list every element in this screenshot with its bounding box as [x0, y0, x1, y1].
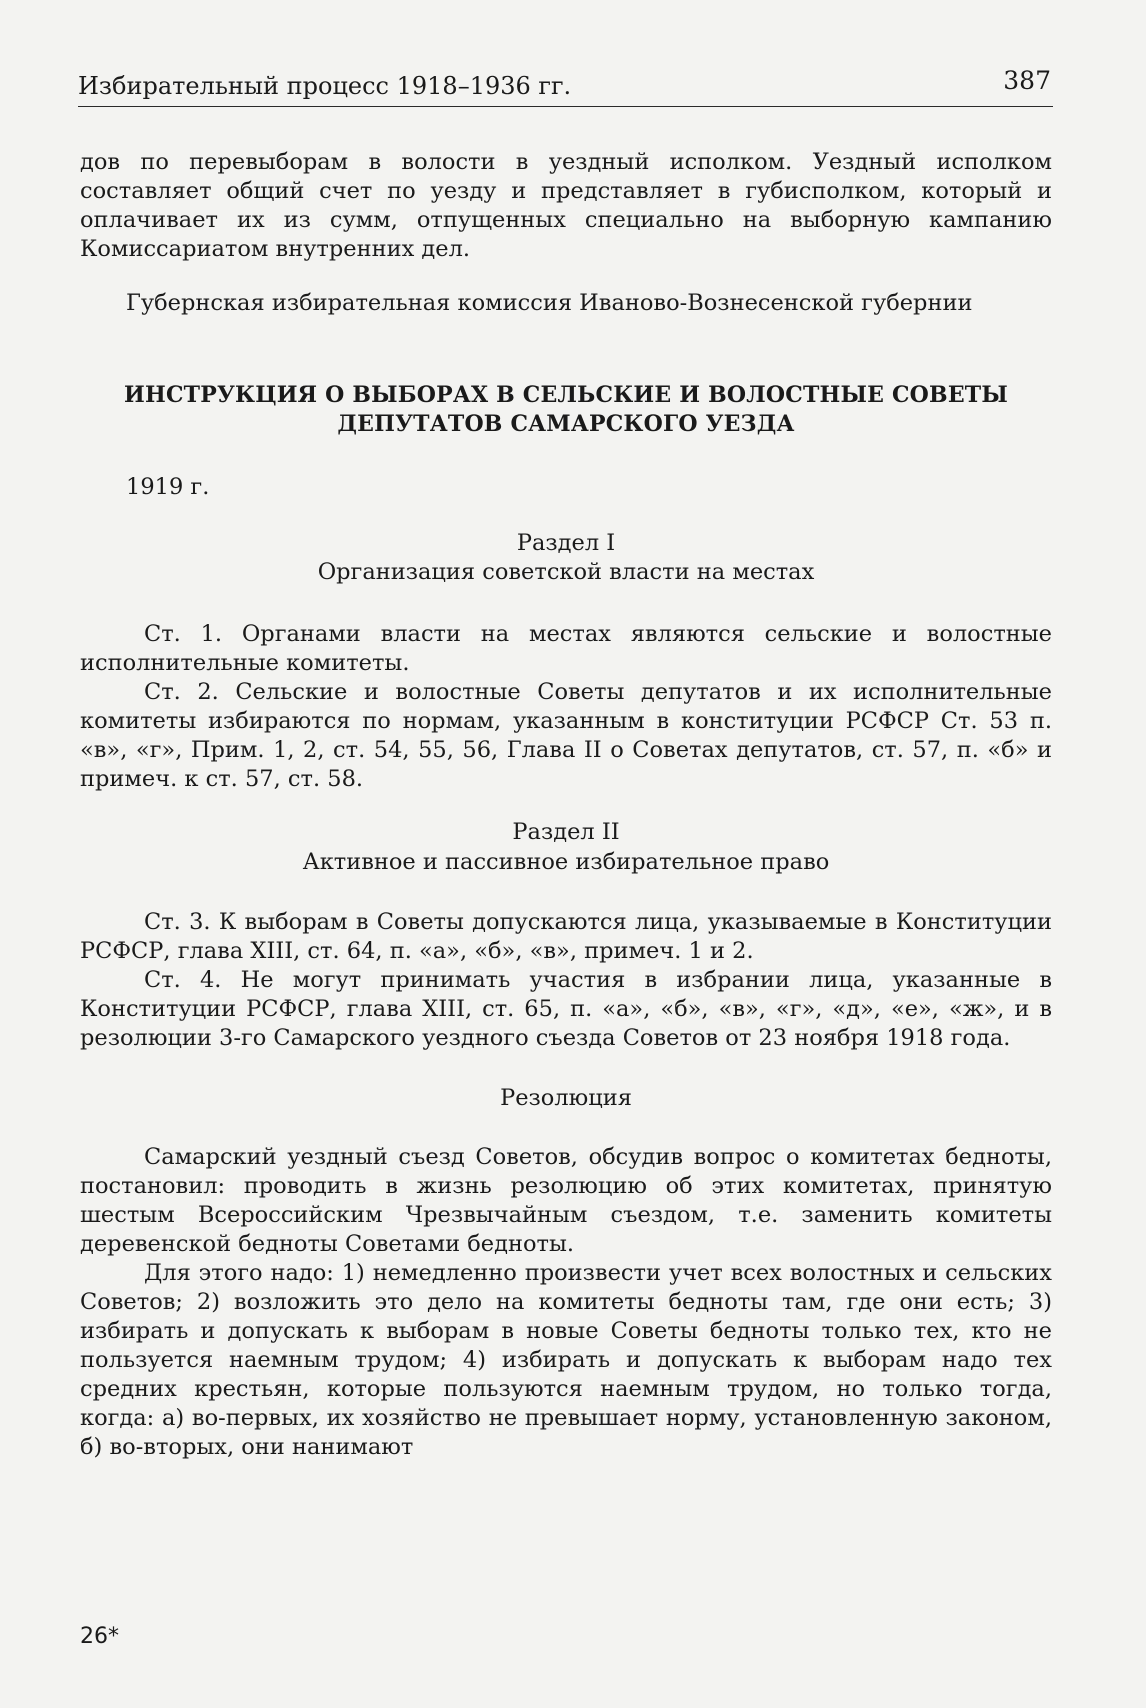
section2-title: Активное и пассивное избирательное право: [302, 849, 830, 875]
resolution-title: Резолюция: [500, 1085, 632, 1111]
resolution-paragraph-2: Для этого надо: 1) немедленно произвести учет всех волостных и сельских Советов; 2) возложить это дело на комитеты бедноты там, где они есть; 3) избирать и допускать к выборам в новые Советы бедноты только тех, кто не пользуется наемным трудом; 4) избирать и допускать к выборам надо тех средних крестьян, которые пользуются наемным трудом, но только тогда, когда: а) во-первых, их хозяйство не превышает норму, установленную законом, б) во-вторых, они нанимают: [80, 1260, 1052, 1460]
section1-label: Раздел I: [516, 530, 616, 556]
section1-title: Организация советской власти на местах: [317, 559, 815, 585]
section2-label: Раздел II: [512, 819, 620, 845]
article-2: Ст. 2. Сельские и волостные Советы депутатов и их исполнительные комитеты избираются по нормам, указанным в конституции РСФСР Ст. 53 п. «в», «г», Прим. 1, 2, ст. 54, 55, 56, Глава II о Советах депутатов, ст. 57, п. «б» и примеч. к ст. 57, ст. 58.: [80, 679, 1052, 792]
resolution-paragraph-1: Самарский уездный съезд Советов, обсудив вопрос о комитетах бедноты, постановил: проводить в жизнь резолюцию об этих комитетах, принятую шестым Всероссийским Чрезвычайным съездом, т.е. заменить комитеты деревенской бедноты Советами бедноты.: [80, 1144, 1052, 1257]
page-number: 387: [1003, 66, 1051, 95]
running-header: [78, 66, 1053, 107]
article-1: Ст. 1. Органами власти на местах являются сельские и волостные исполнительные комитеты.: [80, 621, 1052, 676]
intro-paragraph: дов по перевыборам в волости в уездный исполком. Уездный исполком составляет общий счет по уезду и представляет в губисполком, который и оплачивает их из сумм, отпущенных специально на выборную кампанию Комиссариатом внутренних дел.: [80, 149, 1052, 262]
header-title: Избирательный процесс 1918–1936 гг.: [78, 72, 572, 100]
article-3: Ст. 3. К выборам в Советы допускаются лица, указываемые в Конституции РСФСР, глава XIII, ст. 64, п. «а», «б», «в», примеч. 1 и 2.: [80, 909, 1052, 964]
document-year: 1919 г.: [126, 474, 210, 500]
document-title-line1: ИНСТРУКЦИЯ О ВЫБОРАХ В СЕЛЬСКИЕ И ВОЛОСТНЫЕ СОВЕТЫ: [123, 382, 1009, 408]
signature-mark: 26*: [80, 1624, 119, 1649]
commission-signature: Губернская избирательная комиссия Иваново-Вознесенской губернии: [126, 290, 973, 316]
document-title-line2: ДЕПУТАТОВ САМАРСКОГО УЕЗДА: [337, 411, 795, 437]
article-4: Ст. 4. Не могут принимать участия в избрании лица, указанные в Конституции РСФСР, глава XIII, ст. 65, п. «а», «б», «в», «г», «д», «е», «ж», и в резолюции 3-го Самарского уездного съезда Советов от 23 ноября 1918 года.: [80, 967, 1052, 1051]
